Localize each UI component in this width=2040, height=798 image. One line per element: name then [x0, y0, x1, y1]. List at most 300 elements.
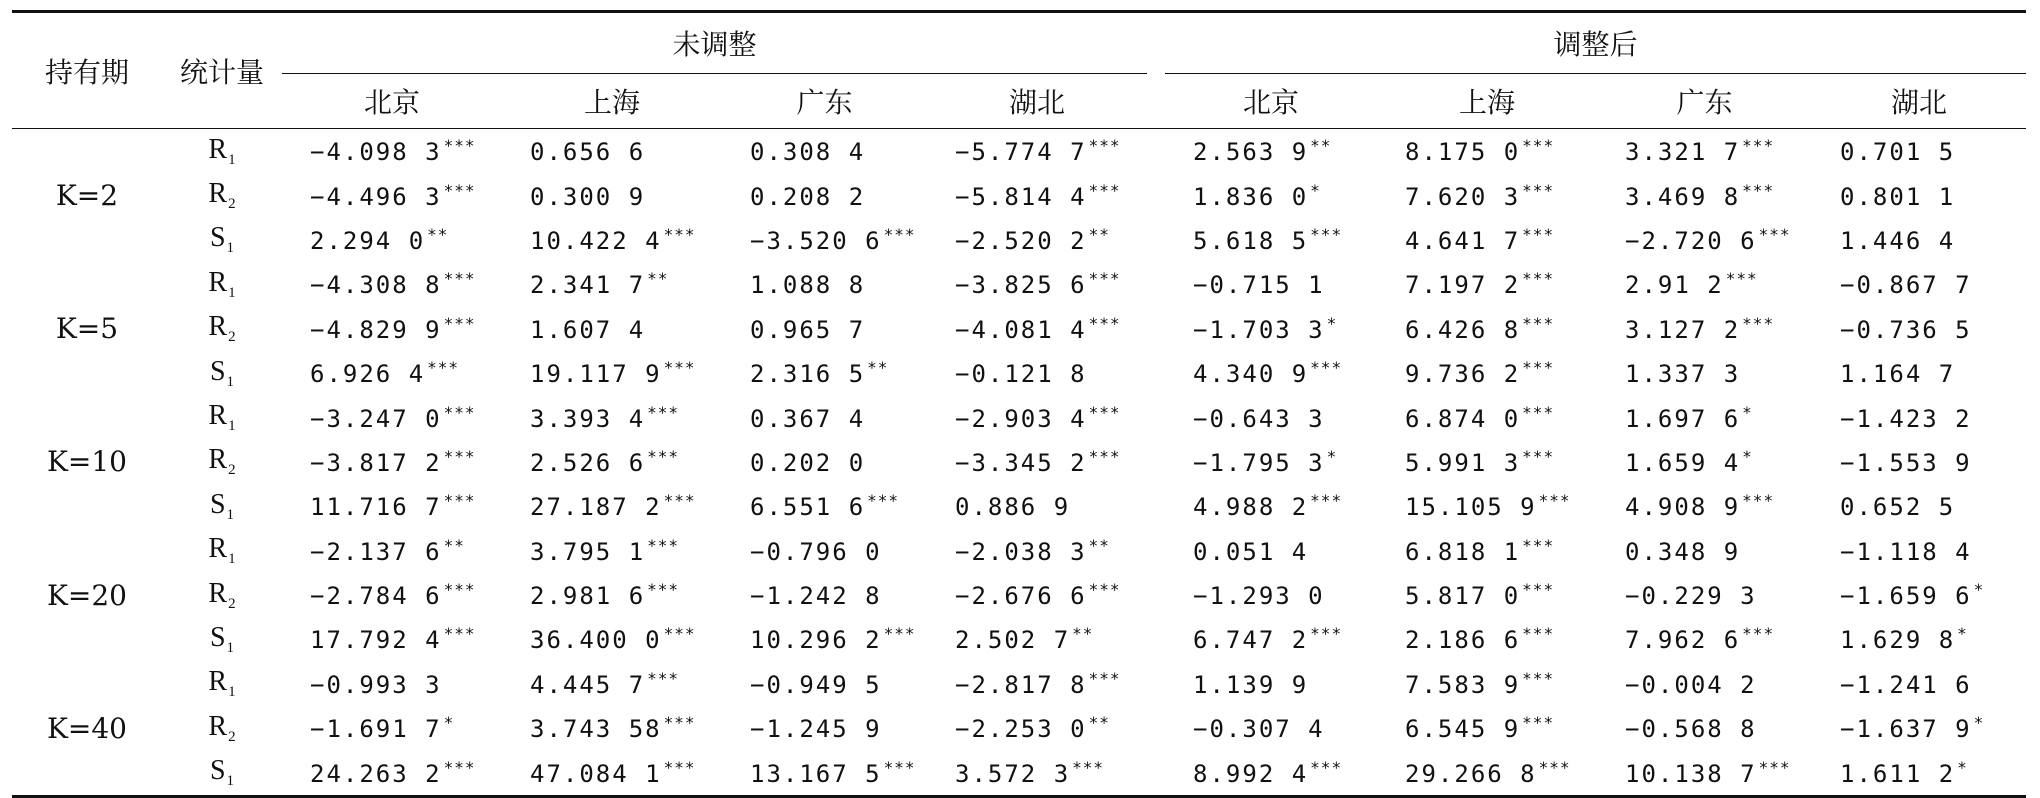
table-cell — [1377, 173, 1597, 217]
statistic-label — [162, 617, 282, 661]
cell-value: −0.229 3 — [1625, 582, 1757, 611]
table-cell — [1597, 573, 1812, 617]
cell-value: 1.607 4 — [530, 315, 646, 344]
table-cell — [1165, 484, 1377, 528]
cell-value: 1.164 7 — [1840, 360, 1956, 389]
table-cell — [282, 218, 502, 262]
cell-value: 6.818 1 — [1405, 537, 1521, 566]
cell-value: −2.676 6 — [955, 582, 1087, 611]
statistic-label — [162, 484, 282, 528]
significance-stars: *** — [1742, 180, 1775, 200]
cell-value: 17.792 4 — [310, 626, 442, 655]
cell-value: 27.187 2 — [530, 493, 662, 522]
table-row — [12, 440, 2026, 484]
table-cell — [1165, 440, 1377, 484]
header-stat: 统计量 — [162, 12, 282, 129]
table-cell — [1812, 662, 2026, 706]
table-cell — [502, 440, 722, 484]
cell-value: −4.098 3 — [310, 138, 442, 167]
table-cell — [927, 529, 1147, 573]
header-region: 湖北 — [1812, 74, 2026, 129]
significance-stars: ** — [443, 535, 465, 555]
cell-value: 7.620 3 — [1405, 182, 1521, 211]
table-cell — [1165, 262, 1377, 306]
column-gap — [1147, 484, 1165, 528]
cell-value: 0.886 9 — [955, 493, 1071, 522]
cell-value: 6.551 6 — [750, 493, 866, 522]
significance-stars: *** — [1088, 269, 1121, 289]
significance-stars: * — [1957, 757, 1968, 777]
table-cell — [502, 129, 722, 174]
table-cell — [722, 173, 927, 217]
table-cell — [1597, 307, 1812, 351]
statistic-label — [162, 440, 282, 484]
significance-stars: *** — [443, 446, 476, 466]
table-cell — [927, 307, 1147, 351]
table-cell — [1377, 529, 1597, 573]
cell-value: 0.202 0 — [750, 448, 866, 477]
cell-value: 3.127 2 — [1625, 315, 1741, 344]
table-cell — [927, 573, 1147, 617]
statistic-label — [162, 395, 282, 439]
table-cell — [282, 395, 502, 439]
cell-value: 3.469 8 — [1625, 182, 1741, 211]
statistic-subscript: 1 — [228, 284, 236, 301]
table-cell — [1165, 395, 1377, 439]
significance-stars: *** — [1072, 757, 1105, 777]
header-region: 上海 — [502, 74, 722, 129]
statistic-label — [162, 706, 282, 750]
statistic-symbol: S — [209, 222, 226, 254]
table-cell — [1165, 529, 1377, 573]
significance-stars: *** — [1522, 535, 1555, 555]
significance-stars: *** — [443, 757, 476, 777]
table-cell — [1597, 662, 1812, 706]
significance-stars: * — [1742, 402, 1753, 422]
table-cell — [282, 617, 502, 661]
table-cell — [1597, 173, 1812, 217]
column-gap — [1147, 750, 1165, 796]
holding-period-label: K=20 — [46, 578, 127, 612]
significance-stars: *** — [663, 624, 696, 644]
cell-value: −0.568 8 — [1625, 715, 1757, 744]
cell-value: 15.105 9 — [1405, 493, 1537, 522]
significance-stars: * — [1973, 580, 1985, 600]
significance-stars: *** — [1742, 313, 1775, 333]
table-row — [12, 662, 2026, 706]
table-row — [12, 218, 2026, 262]
table-cell — [1812, 173, 2026, 217]
table-cell — [1597, 218, 1812, 262]
statistic-symbol: S — [209, 755, 226, 787]
table-cell — [1165, 351, 1377, 395]
table-cell — [282, 529, 502, 573]
significance-stars: *** — [1088, 136, 1121, 156]
significance-stars: *** — [647, 402, 680, 422]
statistic-label — [162, 129, 282, 174]
significance-stars: *** — [1522, 313, 1555, 333]
header-group-adjusted: 调整后 — [1165, 12, 2026, 74]
significance-stars: *** — [647, 580, 680, 600]
significance-stars: * — [1326, 313, 1338, 333]
cell-value: 2.981 6 — [530, 582, 646, 611]
significance-stars: * — [1973, 713, 1985, 733]
cell-value: 4.445 7 — [530, 670, 646, 699]
cell-value: −4.081 4 — [955, 315, 1087, 344]
cell-value: 29.266 8 — [1405, 759, 1537, 788]
significance-stars: *** — [443, 180, 476, 200]
cell-value: 2.341 7 — [530, 271, 646, 300]
statistic-symbol: R — [208, 400, 228, 432]
significance-stars: *** — [1310, 491, 1343, 511]
table-cell — [1165, 307, 1377, 351]
cell-value: −5.814 4 — [955, 182, 1087, 211]
significance-stars: ** — [1088, 224, 1110, 244]
cell-value: −0.643 3 — [1193, 404, 1325, 433]
cell-value: 36.400 0 — [530, 626, 662, 655]
significance-stars: ** — [867, 358, 889, 378]
table-body — [12, 129, 2026, 797]
table-cell — [1812, 750, 2026, 796]
significance-stars: *** — [883, 757, 916, 777]
significance-stars: *** — [1522, 624, 1555, 644]
significance-stars: *** — [1522, 269, 1555, 289]
significance-stars: ** — [1310, 136, 1332, 156]
cell-value: −2.720 6 — [1625, 226, 1757, 255]
cell-value: 10.138 7 — [1625, 759, 1757, 788]
cell-value: 3.321 7 — [1625, 138, 1741, 167]
cell-value: 13.167 5 — [750, 759, 882, 788]
column-gap — [1147, 129, 1165, 174]
cell-value: 10.422 4 — [530, 226, 662, 255]
cell-value: −2.520 2 — [955, 226, 1087, 255]
statistic-label — [162, 750, 282, 796]
significance-stars: ** — [1072, 624, 1094, 644]
cell-value: 0.348 9 — [1625, 537, 1741, 566]
table-cell — [927, 351, 1147, 395]
table-cell — [502, 351, 722, 395]
column-gap — [1147, 173, 1165, 217]
cell-value: 8.175 0 — [1405, 138, 1521, 167]
cell-value: 2.316 5 — [750, 360, 866, 389]
cell-value: −3.825 6 — [955, 271, 1087, 300]
column-gap — [1147, 262, 1165, 306]
header-gap — [1147, 12, 1165, 74]
table-cell — [722, 573, 927, 617]
cell-value: 9.736 2 — [1405, 360, 1521, 389]
table-cell — [502, 218, 722, 262]
significance-stars: *** — [1522, 668, 1555, 688]
cell-value: 1.611 2 — [1840, 759, 1956, 788]
significance-stars: *** — [443, 624, 476, 644]
table-cell — [722, 395, 927, 439]
table-cell — [502, 706, 722, 750]
table-cell — [722, 529, 927, 573]
table-cell — [1377, 351, 1597, 395]
table-cell — [722, 706, 927, 750]
table-cell — [722, 484, 927, 528]
statistic-symbol: R — [208, 666, 228, 698]
table-cell — [1812, 573, 2026, 617]
significance-stars: *** — [1522, 136, 1555, 156]
cell-value: −1.118 4 — [1840, 537, 1972, 566]
table-cell — [1165, 218, 1377, 262]
cell-value: 1.337 3 — [1625, 360, 1741, 389]
table-cell — [722, 662, 927, 706]
cell-value: −3.520 6 — [750, 226, 882, 255]
significance-stars: *** — [443, 402, 476, 422]
significance-stars: *** — [443, 491, 476, 511]
table-cell — [1597, 529, 1812, 573]
table-cell — [502, 617, 722, 661]
significance-stars: *** — [1758, 224, 1791, 244]
cell-value: −1.242 8 — [750, 582, 882, 611]
table-cell — [927, 129, 1147, 174]
significance-stars: *** — [1310, 624, 1343, 644]
significance-stars: *** — [1522, 402, 1555, 422]
statistic-label — [162, 218, 282, 262]
cell-value: 4.641 7 — [1405, 226, 1521, 255]
significance-stars: *** — [1538, 757, 1571, 777]
table-cell — [502, 573, 722, 617]
table-cell — [1377, 617, 1597, 661]
cell-value: 6.926 4 — [310, 360, 426, 389]
table-cell — [927, 395, 1147, 439]
cell-value: −0.004 2 — [1625, 670, 1757, 699]
statistic-symbol: R — [208, 533, 228, 565]
cell-value: 2.294 0 — [310, 226, 426, 255]
cell-value: 3.393 4 — [530, 404, 646, 433]
significance-stars: *** — [1742, 624, 1775, 644]
statistic-label — [162, 529, 282, 573]
significance-stars: *** — [443, 136, 476, 156]
table-row — [12, 573, 2026, 617]
cell-value: −3.345 2 — [955, 448, 1087, 477]
cell-value: −2.817 8 — [955, 670, 1087, 699]
table-cell — [1377, 129, 1597, 174]
cell-value: 7.583 9 — [1405, 670, 1521, 699]
statistic-subscript: 1 — [226, 639, 235, 656]
table-cell — [502, 307, 722, 351]
column-gap — [1147, 351, 1165, 395]
table-row — [12, 617, 2026, 661]
table-cell — [927, 617, 1147, 661]
cell-value: −1.423 2 — [1840, 404, 1972, 433]
table-cell — [1812, 529, 2026, 573]
cell-value: −1.691 7 — [310, 715, 442, 744]
cell-value: 0.208 2 — [750, 182, 866, 211]
table-cell — [1812, 351, 2026, 395]
table-cell — [1812, 706, 2026, 750]
cell-value: 5.817 0 — [1405, 582, 1521, 611]
cell-value: −0.867 7 — [1840, 271, 1972, 300]
cell-value: 1.629 8 — [1840, 626, 1956, 655]
statistic-subscript: 2 — [228, 728, 236, 745]
table-row — [12, 307, 2026, 351]
cell-value: −0.715 1 — [1193, 271, 1325, 300]
cell-value: 2.563 9 — [1193, 138, 1309, 167]
statistic-symbol: S — [209, 621, 226, 653]
table-cell — [282, 440, 502, 484]
significance-stars: ** — [427, 224, 449, 244]
statistic-symbol: R — [208, 178, 228, 210]
column-gap — [1147, 617, 1165, 661]
cell-value: 0.300 9 — [530, 182, 646, 211]
table-cell — [927, 484, 1147, 528]
header-group-unadjusted: 未调整 — [282, 12, 1147, 74]
table-cell — [502, 262, 722, 306]
significance-stars: ** — [647, 269, 669, 289]
cell-value: 0.308 4 — [750, 138, 866, 167]
table-cell — [1377, 395, 1597, 439]
cell-value: −4.829 9 — [310, 315, 442, 344]
table-cell — [927, 173, 1147, 217]
statistic-subscript: 1 — [226, 240, 235, 257]
significance-stars: *** — [883, 224, 916, 244]
significance-stars: *** — [1088, 580, 1121, 600]
significance-stars: *** — [663, 491, 696, 511]
table-cell — [282, 706, 502, 750]
cell-value: 3.795 1 — [530, 537, 646, 566]
cell-value: 10.296 2 — [750, 626, 882, 655]
significance-stars: *** — [1088, 180, 1121, 200]
table-row — [12, 750, 2026, 796]
statistic-subscript: 1 — [226, 773, 235, 790]
table-cell — [1812, 395, 2026, 439]
cell-value: 3.743 58 — [530, 715, 662, 744]
statistic-subscript: 2 — [228, 595, 236, 612]
significance-stars: *** — [663, 713, 696, 733]
column-gap — [1147, 662, 1165, 706]
cell-value: −2.903 4 — [955, 404, 1087, 433]
significance-stars: *** — [1522, 446, 1555, 466]
table-cell — [1377, 484, 1597, 528]
holding-period-label: K=40 — [12, 662, 162, 797]
table-row — [12, 529, 2026, 573]
header-region: 广东 — [1597, 74, 1812, 129]
header-region: 广东 — [722, 74, 927, 129]
table-cell — [502, 484, 722, 528]
cell-value: 0.051 4 — [1193, 537, 1309, 566]
significance-stars: *** — [1758, 757, 1791, 777]
table-cell — [927, 262, 1147, 306]
significance-stars: *** — [1742, 491, 1775, 511]
statistic-label — [162, 307, 282, 351]
cell-value: 3.572 3 — [955, 759, 1071, 788]
header-region: 湖北 — [927, 74, 1147, 129]
table-cell — [1597, 395, 1812, 439]
cell-value: 0.367 4 — [750, 404, 866, 433]
significance-stars: *** — [427, 358, 460, 378]
cell-value: 6.545 9 — [1405, 715, 1521, 744]
table-cell — [722, 750, 927, 796]
cell-value: 0.656 6 — [530, 138, 646, 167]
statistic-symbol: S — [209, 488, 226, 520]
significance-stars: *** — [1522, 358, 1555, 378]
significance-stars: *** — [647, 446, 680, 466]
statistic-label — [162, 573, 282, 617]
cell-value: −1.245 9 — [750, 715, 882, 744]
cell-value: −1.293 0 — [1193, 582, 1325, 611]
table-cell — [722, 262, 927, 306]
table-cell — [1597, 617, 1812, 661]
table-cell — [282, 573, 502, 617]
cell-value: 5.618 5 — [1193, 226, 1309, 255]
table-cell — [1597, 484, 1812, 528]
statistic-symbol: S — [209, 355, 226, 387]
results-table — [12, 10, 2026, 798]
table-cell — [282, 173, 502, 217]
cell-value: −0.949 5 — [750, 670, 882, 699]
cell-value: 4.340 9 — [1193, 360, 1309, 389]
cell-value: 4.988 2 — [1193, 493, 1309, 522]
table-cell — [1165, 706, 1377, 750]
statistic-subscript: 1 — [228, 684, 236, 701]
cell-value: −1.241 6 — [1840, 670, 1972, 699]
cell-value: −1.795 3 — [1193, 448, 1325, 477]
column-gap — [1147, 440, 1165, 484]
significance-stars: *** — [1725, 269, 1758, 289]
table-cell — [1165, 573, 1377, 617]
cell-value: −0.736 5 — [1840, 315, 1972, 344]
table-cell — [1812, 218, 2026, 262]
significance-stars: ** — [1088, 535, 1110, 555]
significance-stars: *** — [647, 535, 680, 555]
cell-value: 6.426 8 — [1405, 315, 1521, 344]
table-cell — [1377, 440, 1597, 484]
table-cell — [502, 662, 722, 706]
cell-value: 19.117 9 — [530, 360, 662, 389]
table-cell — [1377, 750, 1597, 796]
table-cell — [927, 440, 1147, 484]
cell-value: −4.496 3 — [310, 182, 442, 211]
table-cell — [502, 395, 722, 439]
cell-value: 1.659 4 — [1625, 448, 1741, 477]
cell-value: −0.796 0 — [750, 537, 882, 566]
significance-stars: *** — [663, 224, 696, 244]
table-cell — [927, 750, 1147, 796]
significance-stars: * — [1957, 624, 1968, 644]
cell-value: −4.308 8 — [310, 271, 442, 300]
cell-value: 5.991 3 — [1405, 448, 1521, 477]
table-cell — [1597, 262, 1812, 306]
table-cell — [1597, 706, 1812, 750]
statistic-symbol: R — [208, 133, 228, 165]
cell-value: −1.637 9 — [1840, 715, 1972, 744]
significance-stars: *** — [1522, 713, 1555, 733]
table-cell — [722, 440, 927, 484]
cell-value: 1.088 8 — [750, 271, 866, 300]
statistic-subscript: 1 — [228, 551, 236, 568]
header-region: 上海 — [1377, 74, 1597, 129]
cell-value: −5.774 7 — [955, 138, 1087, 167]
table-cell — [502, 529, 722, 573]
significance-stars: *** — [1088, 402, 1121, 422]
table-cell — [1377, 573, 1597, 617]
table-cell — [722, 351, 927, 395]
cell-value: −0.307 4 — [1193, 715, 1325, 744]
cell-value: −3.817 2 — [310, 448, 442, 477]
table-cell — [502, 750, 722, 796]
table-cell — [1812, 617, 2026, 661]
cell-value: −0.121 8 — [955, 360, 1087, 389]
cell-value: 2.91 2 — [1625, 271, 1724, 300]
table-cell — [1812, 484, 2026, 528]
cell-value: 0.801 1 — [1840, 182, 1956, 211]
statistic-symbol: R — [208, 266, 228, 298]
table-row — [12, 484, 2026, 528]
cell-value: 6.874 0 — [1405, 404, 1521, 433]
